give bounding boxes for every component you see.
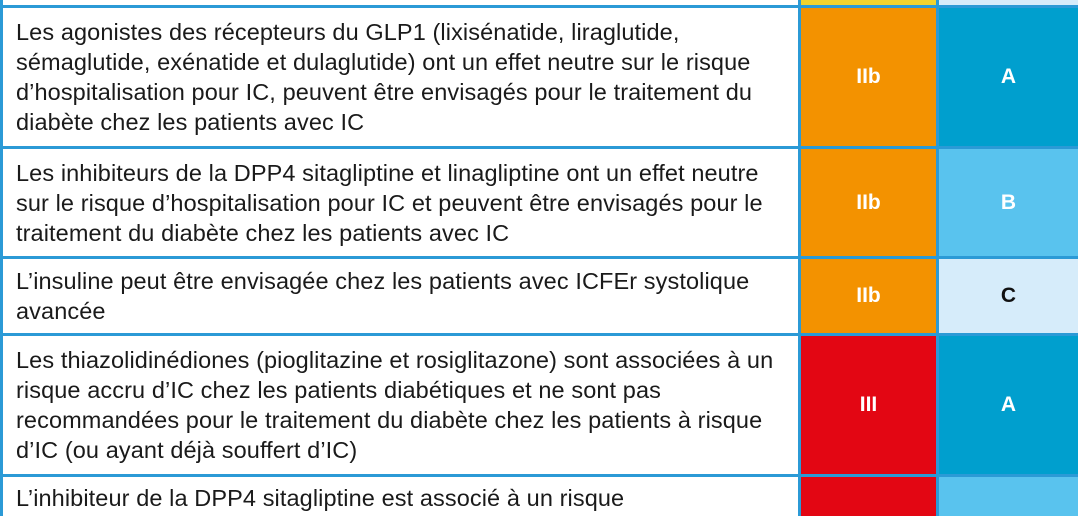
recommendation-class-cell: [801, 259, 936, 333]
recommendation-class: III: [859, 393, 878, 416]
evidence-level: A: [1000, 65, 1017, 88]
evidence-level-cell: [939, 259, 1078, 333]
recommendation-class-cell: [801, 149, 936, 256]
evidence-level-cell: [939, 336, 1078, 474]
recommendation-text-cell: [3, 477, 798, 516]
recommendation-text: Les agonistes des récepteurs du GLP1 (lixisénatide, liraglutide, sémaglutide, exénatide et dulaglutide) ont un effet neutre sur le risque d’hospitalisation pour IC, peuvent être envisagés pour le traitement du diabète chez les patients avec IC: [16, 19, 753, 135]
recommendation-text-cell: [3, 0, 798, 5]
recommendation-class: IIb: [856, 65, 881, 88]
recommendation-text-cell: [3, 149, 798, 256]
evidence-level-cell: [939, 149, 1078, 256]
evidence-level-cell: [939, 477, 1078, 516]
recommendation-text: L’insuline peut être envisagée chez les patients avec ICFEr systolique avancée: [16, 268, 750, 324]
recommendation-text-cell: [3, 8, 798, 146]
recommendation-text-cell: [3, 336, 798, 474]
recommendation-class-cell: [801, 336, 936, 474]
recommendation-text-cell: [3, 259, 798, 333]
table-row: [0, 336, 1078, 474]
recommendation-text: Les thiazolidinédiones (pioglitazine et rosiglitazone) sont associées à un risque accru d’IC chez les patients diabétiques et ne sont pas recommandées pour le traitement du diabète chez les patients à risque d’IC (ou ayant déjà souffert d’IC): [16, 347, 774, 463]
level-cell: [939, 0, 1078, 5]
evidence-level: C: [1000, 284, 1017, 307]
table-row: [0, 259, 1078, 333]
evidence-level-cell: [939, 8, 1078, 146]
recommendation-text: Les inhibiteurs de la DPP4 sitagliptine et linagliptine ont un effet neutre sur le risque d’hospitalisation pour IC et peuvent être envisagés pour le traitement du diabète chez les patients avec IC: [16, 159, 763, 246]
table-row-partial-bottom: [0, 477, 1078, 516]
recommendation-class: IIb: [856, 284, 881, 307]
recommendation-text: L’inhibiteur de la DPP4 sitagliptine est associé à un risque: [16, 485, 625, 511]
table-row: [0, 149, 1078, 256]
class-cell: [801, 0, 936, 5]
evidence-level: B: [1000, 190, 1017, 214]
recommendation-class: IIb: [856, 190, 881, 214]
recommendation-class-cell: [801, 8, 936, 146]
recommendation-class-cell: [801, 477, 936, 516]
evidence-level: A: [1000, 393, 1017, 416]
table-row-partial-top: [0, 0, 1078, 5]
table-row: [0, 8, 1078, 146]
